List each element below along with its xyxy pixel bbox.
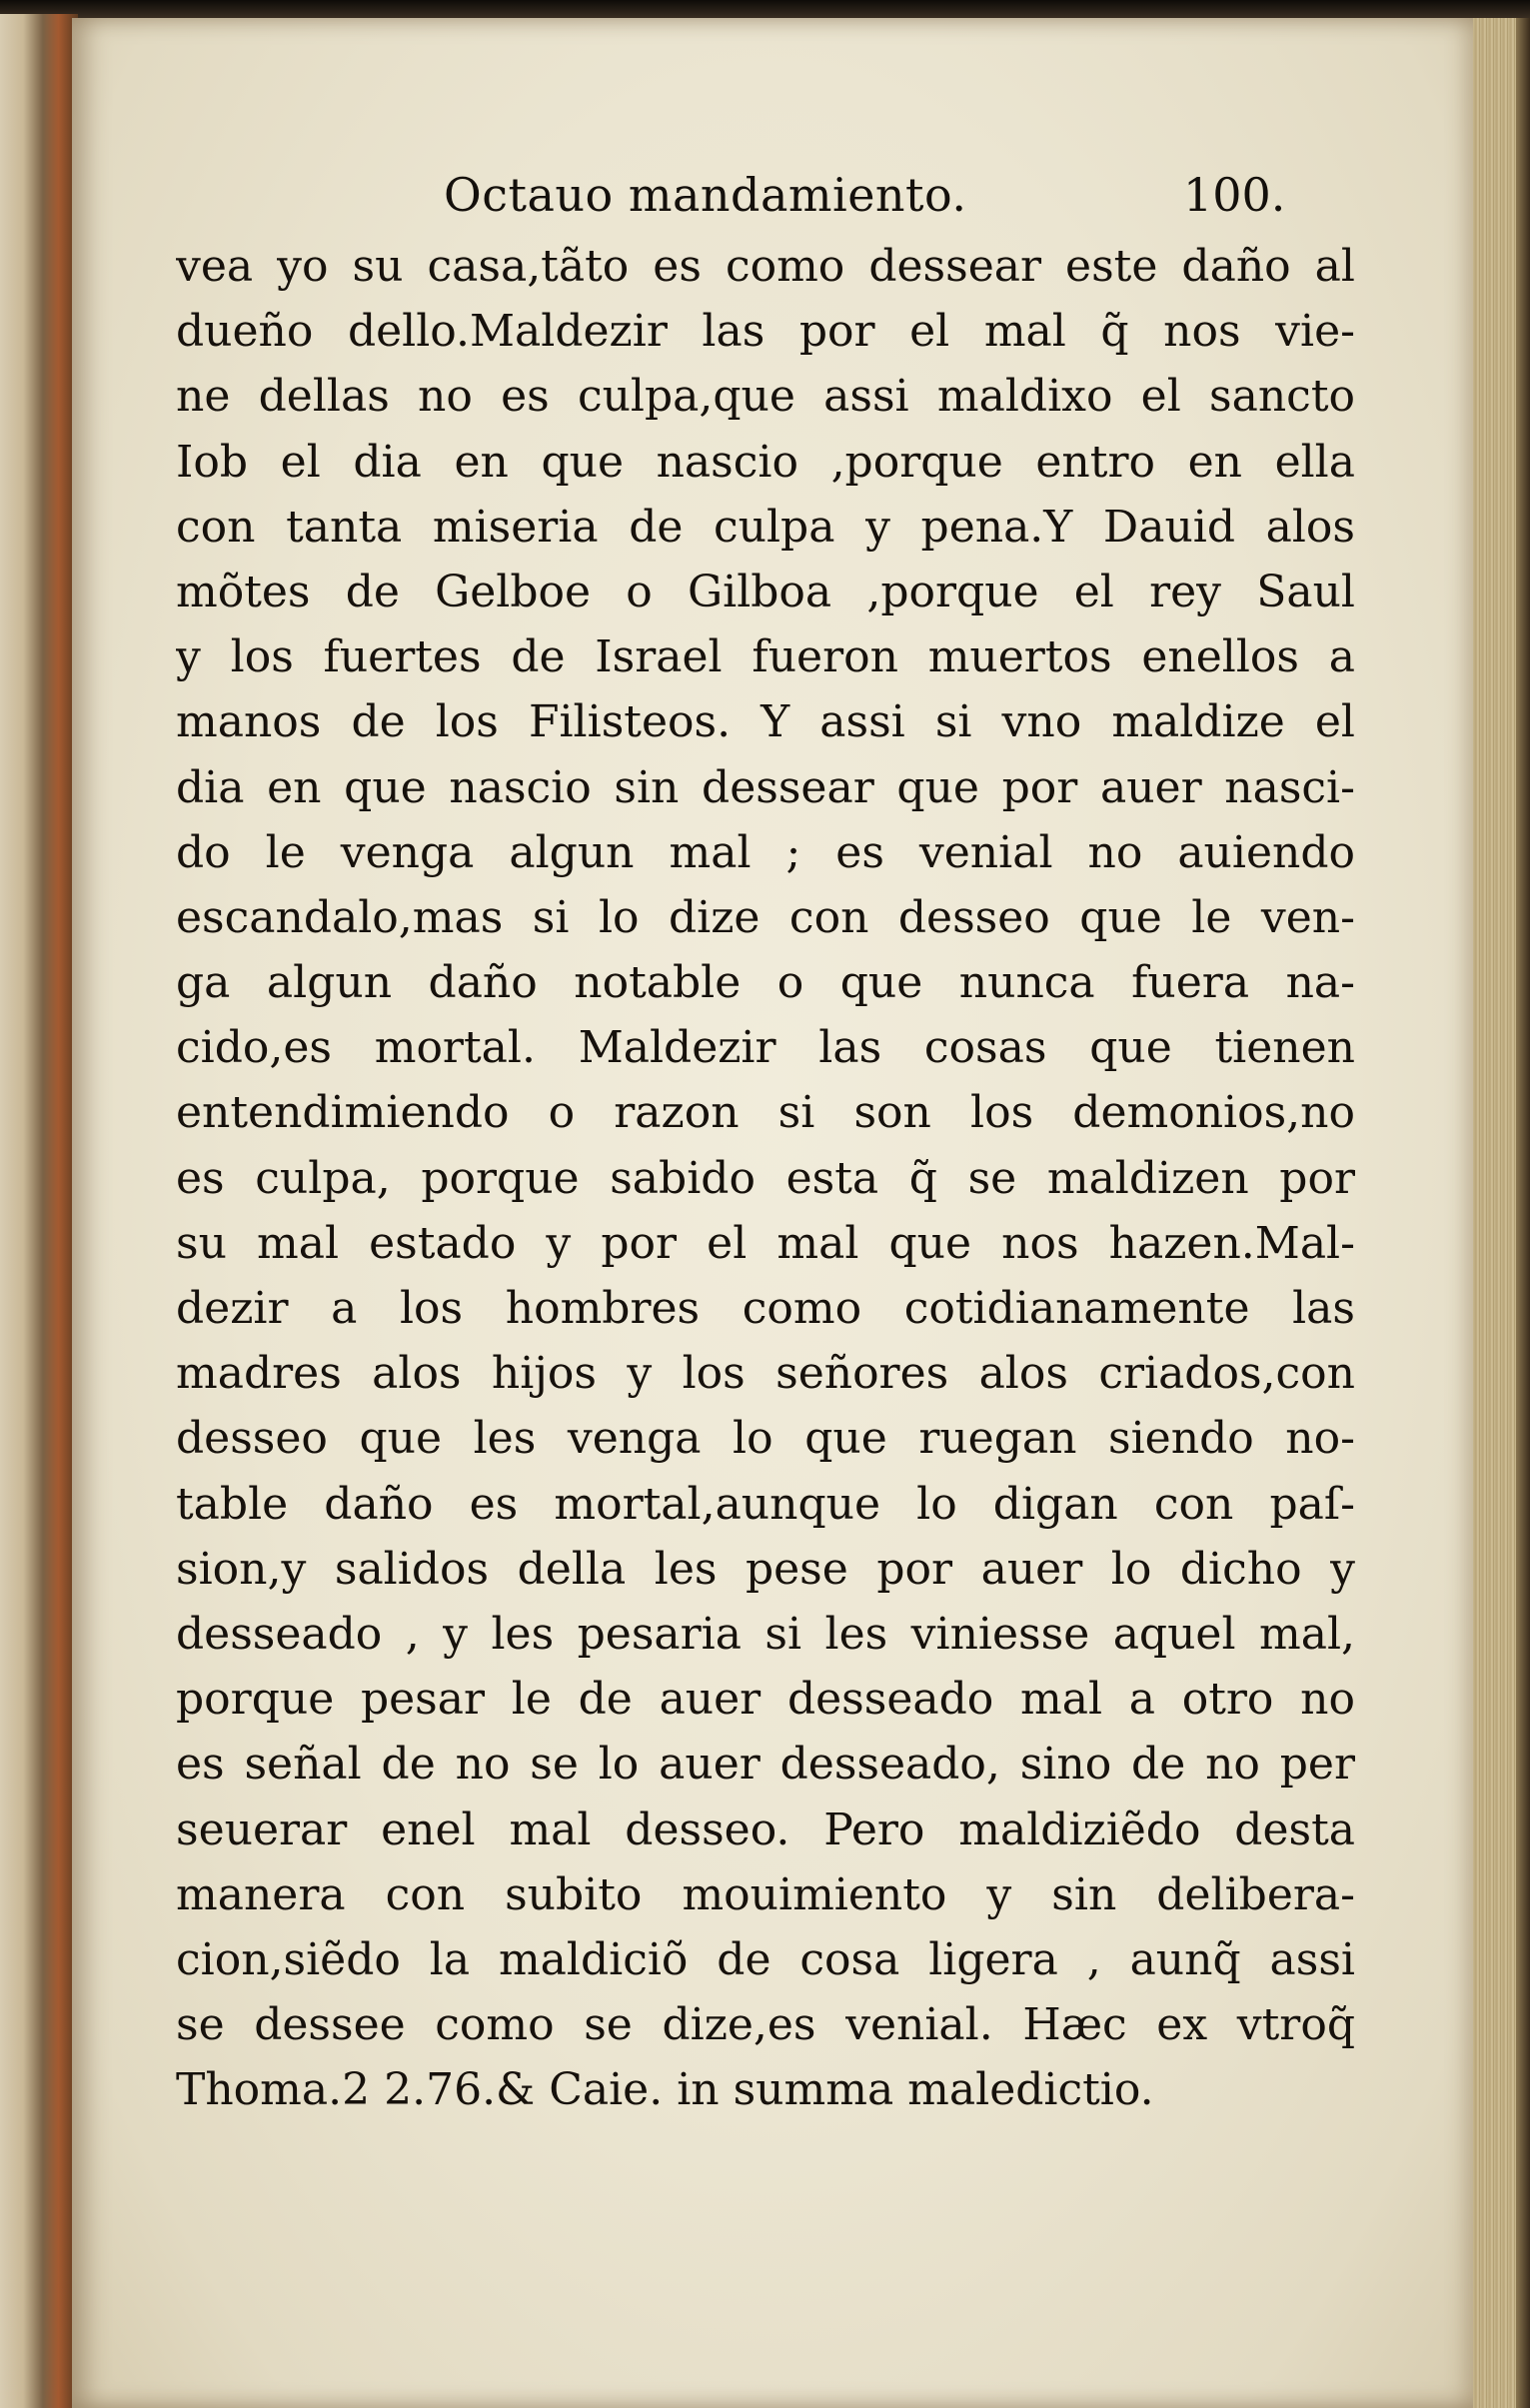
text-line: se dessee como se dize,es venial. Hæc ex vtroq̃: [176, 1999, 1355, 2051]
text-line: Iob el dia en que nascio ,porque entro en ella: [176, 436, 1355, 488]
text-line: es culpa, porque sabido esta q̃ se maldizen por: [176, 1152, 1355, 1204]
text-line: do le venga algun mal ; es venial no auiendo: [176, 826, 1355, 878]
text-line: desseado , y les pesaria si les viniesse aquel mal,: [176, 1608, 1355, 1660]
text-line: es señal de no se lo auer desseado, sino de no per: [176, 1739, 1355, 1791]
text-line: cido,es mortal. Maldezir las cosas que tienen: [176, 1022, 1355, 1074]
text-line: manera con subito mouimiento y sin delibera-: [176, 1868, 1355, 1920]
text-line: dezir a los hombres como cotidianamente las: [176, 1283, 1355, 1334]
left-page-fold: [0, 14, 78, 2408]
text-line: madres alos hijos y los señores alos criados,con: [176, 1348, 1355, 1400]
page-stack-edge: [1473, 18, 1530, 2408]
body-text: [176, 234, 1355, 2122]
folio-number: 100.: [1183, 168, 1286, 222]
text-line: y los fuertes de Israel fueron muertos enellos a: [176, 631, 1355, 683]
text-line: su mal estado y por el mal que nos hazen.Mal-: [176, 1217, 1355, 1269]
text-line: mõtes de Gelboe o Gilboa ,porque el rey Saul: [176, 566, 1355, 617]
text-line: escandalo,mas si lo dize con desseo que le ven-: [176, 891, 1355, 943]
text-line: dueño dello.Maldezir las por el mal q̃ nos vie-: [176, 306, 1355, 358]
text-line: porque pesar le de auer desseado mal a otro no: [176, 1674, 1355, 1726]
text-line: manos de los Filisteos. Y assi si vno maldize el: [176, 696, 1355, 748]
text-line: seuerar enel mal desseo. Pero maldiziẽdo desta: [176, 1804, 1355, 1855]
text-line: sion,y salidos della les pese por auer lo dicho y: [176, 1543, 1355, 1595]
text-line: cion,siẽdo la maldiciõ de cosa ligera , aunq̃ assi: [176, 1933, 1355, 1985]
text-line: dia en que nascio sin dessear que por auer nasci-: [176, 761, 1355, 813]
text-line: vea yo su casa,tãto es como dessear este daño al: [176, 241, 1355, 292]
text-line-final: Thoma.2 2.76.& Caie. in summa maledictio.: [176, 2064, 1154, 2116]
text-line: con tanta miseria de culpa y pena.Y Dauid alos: [176, 501, 1355, 553]
text-line: entendimiendo o razon si son los demonios,no: [176, 1087, 1355, 1139]
text-line: ne dellas no es culpa,que assi maldixo el sancto: [176, 371, 1355, 423]
running-title: Octauo mandamiento.: [444, 168, 967, 222]
page-header: [444, 168, 1343, 238]
text-line: ga algun daño notable o que nunca fuera na-: [176, 957, 1355, 1009]
text-line: desseo que les venga lo que ruegan siendo no-: [176, 1413, 1355, 1465]
text-line: table daño es mortal,aunque lo digan con paſ-: [176, 1478, 1355, 1530]
